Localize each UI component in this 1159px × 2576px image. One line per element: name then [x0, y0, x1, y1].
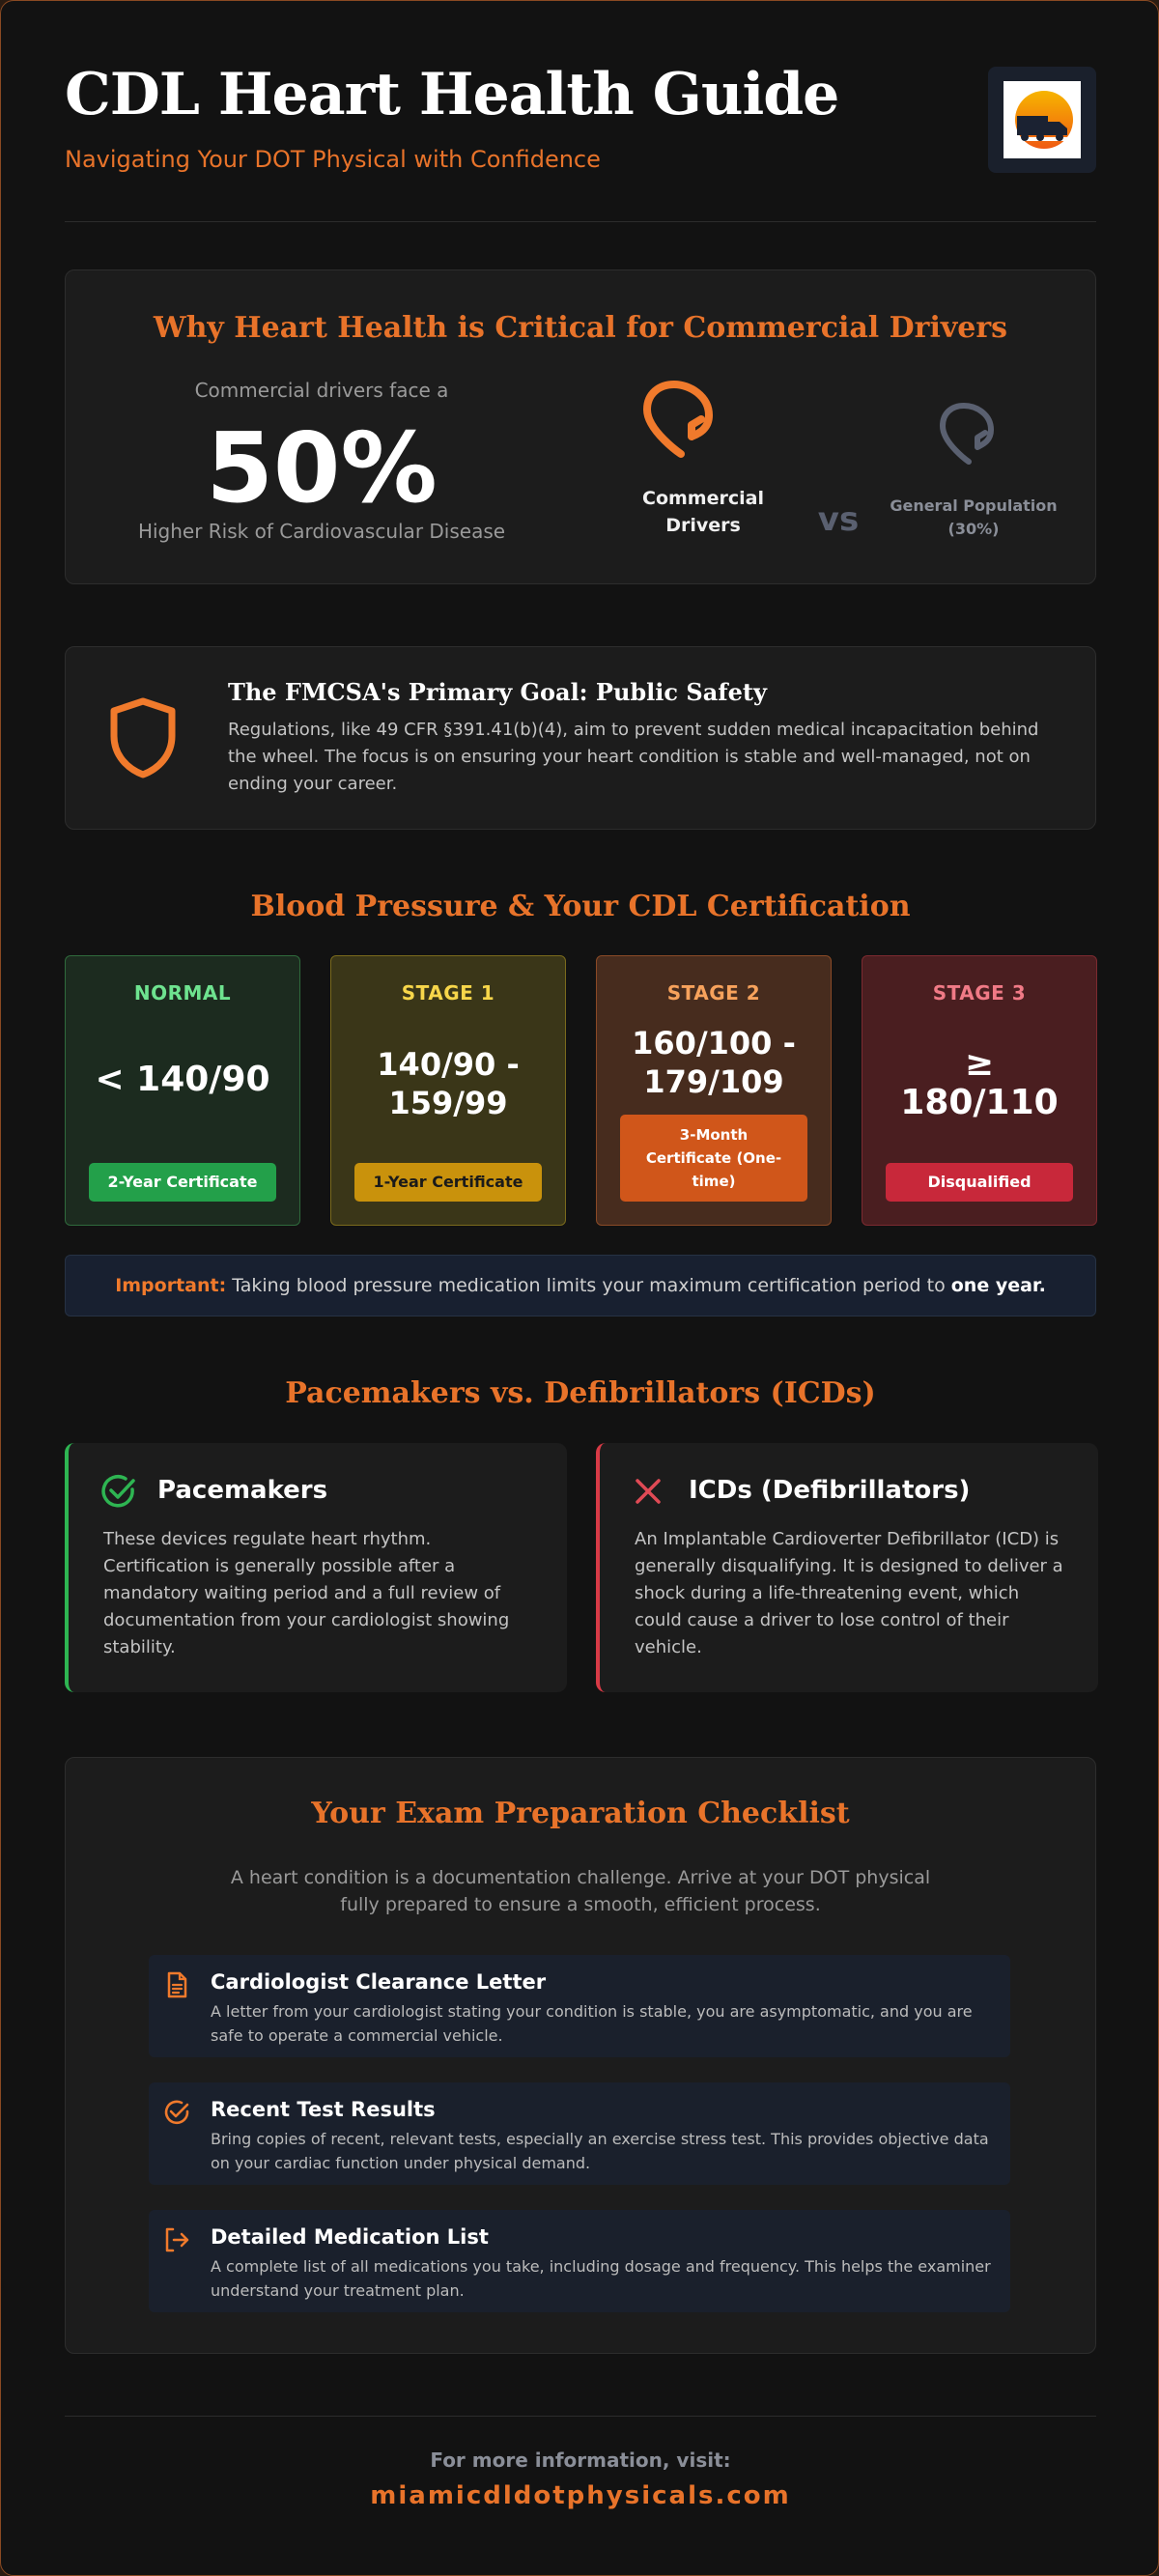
bp-card-value-line2: 159/99 — [388, 1085, 508, 1121]
risk-stat: 50% — [206, 411, 438, 524]
pacemaker-card — [65, 1443, 567, 1692]
check-circle-icon — [162, 2098, 191, 2127]
checklist-item-body: A letter from your cardiologist stating your condition is stable, you are asymptomatic, and you are safe to operate a commercial vehicle. — [211, 2002, 973, 2045]
checklist-item-title: Cardiologist Clearance Letter — [211, 1970, 547, 1994]
checklist-item-title: Detailed Medication List — [211, 2225, 489, 2249]
footer-link[interactable]: miamicdldotphysicals.com — [370, 2481, 791, 2510]
x-icon — [633, 1476, 664, 1507]
bp-card-value — [341, 1045, 555, 1122]
important-note — [65, 1255, 1096, 1316]
bp-card-label: NORMAL — [133, 981, 232, 1005]
important-label: Important: — [115, 1275, 227, 1296]
page-subtitle: Navigating Your DOT Physical with Confidence — [65, 146, 601, 173]
fmcsa-body: Regulations, like 49 CFR §391.41(b)(4), aim to prevent sudden medical incapacitation behind the wheel. The focus is on ensuring your heart condition is stable and well-managed, not on ending your career. — [228, 720, 1039, 794]
truck-sunset-logo-icon — [1004, 81, 1081, 158]
bp-card-badge: Disqualified — [886, 1163, 1073, 1202]
checklist-item — [149, 2210, 1010, 2312]
risk-title: Why Heart Health is Critical for Commercial Drivers — [153, 311, 1008, 345]
commercial-drivers-line2: Drivers — [665, 515, 741, 536]
shield-icon — [106, 695, 180, 780]
important-bold: one year. — [950, 1275, 1046, 1296]
checklist-item-body: Bring copies of recent, relevant tests, especially an exercise stress test. This provides objective data on your cardiac function under physical demand. — [211, 2130, 989, 2172]
page-title: CDL Heart Health Guide — [65, 61, 839, 128]
heart-icon-gray — [935, 400, 1003, 467]
bp-section-title: Blood Pressure & Your CDL Certification — [250, 890, 911, 923]
header-divider — [65, 221, 1096, 222]
risk-card — [65, 269, 1096, 584]
bp-card-stage2 — [596, 955, 832, 1226]
bp-card-value: < 140/90 — [95, 1060, 270, 1099]
checklist-item — [149, 1955, 1010, 2057]
bp-card-badge: 2-Year Certificate — [89, 1163, 276, 1202]
logo — [988, 67, 1096, 173]
checklist-item — [149, 2082, 1010, 2185]
risk-stat-label: Higher Risk of Cardiovascular Disease — [137, 520, 506, 543]
bp-card-value-line1: 140/90 - — [377, 1046, 520, 1083]
bp-card-value-line2: 180/110 — [900, 1083, 1059, 1122]
icd-body: An Implantable Cardioverter Defibrillator (ICD) is generally disqualifying. It is designed to deliver a shock during a life-threatening event, which could cause a driver to lose control of their vehicle. — [635, 1529, 1063, 1657]
bp-card-badge-line3: time) — [692, 1173, 736, 1190]
bp-card-badge: 1-Year Certificate — [354, 1163, 542, 1202]
footer-label: For more information, visit: — [430, 2449, 731, 2472]
icd-card — [596, 1443, 1098, 1692]
heart-icon-orange — [637, 377, 724, 464]
pacemaker-title: Pacemakers — [157, 1476, 328, 1505]
bp-card-value-line1: ≥ — [964, 1044, 995, 1084]
footer-divider — [65, 2416, 1096, 2417]
general-population-label — [867, 495, 1080, 541]
important-text: Taking blood pressure medication limits your maximum certification period to — [226, 1275, 951, 1296]
checklist-intro: A heart condition is a documentation challenge. Arrive at your DOT physical fully prepared to ensure a smooth, efficient process. — [230, 1867, 931, 1915]
devices-section-title: Pacemakers vs. Defibrillators (ICDs) — [285, 1376, 876, 1410]
bp-card-value — [872, 1045, 1087, 1122]
bp-card-value-line2: 179/109 — [643, 1063, 784, 1100]
fmcsa-card — [65, 646, 1096, 830]
vs-text: vs — [817, 500, 860, 539]
bp-card-stage1 — [330, 955, 566, 1226]
general-population-line2: (30%) — [947, 520, 1000, 538]
general-population-line1: General Population — [890, 496, 1058, 515]
bp-card-badge-line1: 3-Month — [679, 1126, 749, 1144]
sign-in-icon — [162, 2225, 191, 2254]
bp-card-label: STAGE 2 — [666, 981, 761, 1005]
bp-card-value-line1: 160/100 - — [632, 1025, 796, 1062]
checklist-card — [65, 1757, 1096, 2354]
bp-card-normal — [65, 955, 300, 1226]
bp-card-value — [607, 1024, 821, 1101]
checklist-title: Your Exam Preparation Checklist — [311, 1797, 850, 1830]
bp-card-label: STAGE 1 — [401, 981, 495, 1005]
document-icon — [162, 1970, 191, 1999]
bp-card-stage3 — [862, 955, 1097, 1226]
commercial-drivers-line1: Commercial — [642, 488, 764, 509]
bp-card-badge-line2: Certificate (One- — [645, 1149, 782, 1167]
risk-lead-text: Commercial drivers face a — [194, 379, 449, 402]
fmcsa-title: The FMCSA's Primary Goal: Public Safety — [228, 678, 767, 706]
checklist-item-title: Recent Test Results — [211, 2098, 436, 2121]
pacemaker-body: These devices regulate heart rhythm. Certification is generally possible after a mandatory waiting period and a full review of documentation from your cardiologist showing stability. — [103, 1529, 510, 1657]
checklist-item-body: A complete list of all medications you take, including dosage and frequency. This helps the examiner understand your treatment plan. — [211, 2257, 991, 2300]
bp-card-badge — [620, 1115, 807, 1202]
icd-title: ICDs (Defibrillators) — [689, 1476, 971, 1505]
check-circle-icon — [99, 1472, 138, 1511]
bp-card-label: STAGE 3 — [932, 981, 1027, 1005]
commercial-drivers-label — [607, 485, 800, 539]
